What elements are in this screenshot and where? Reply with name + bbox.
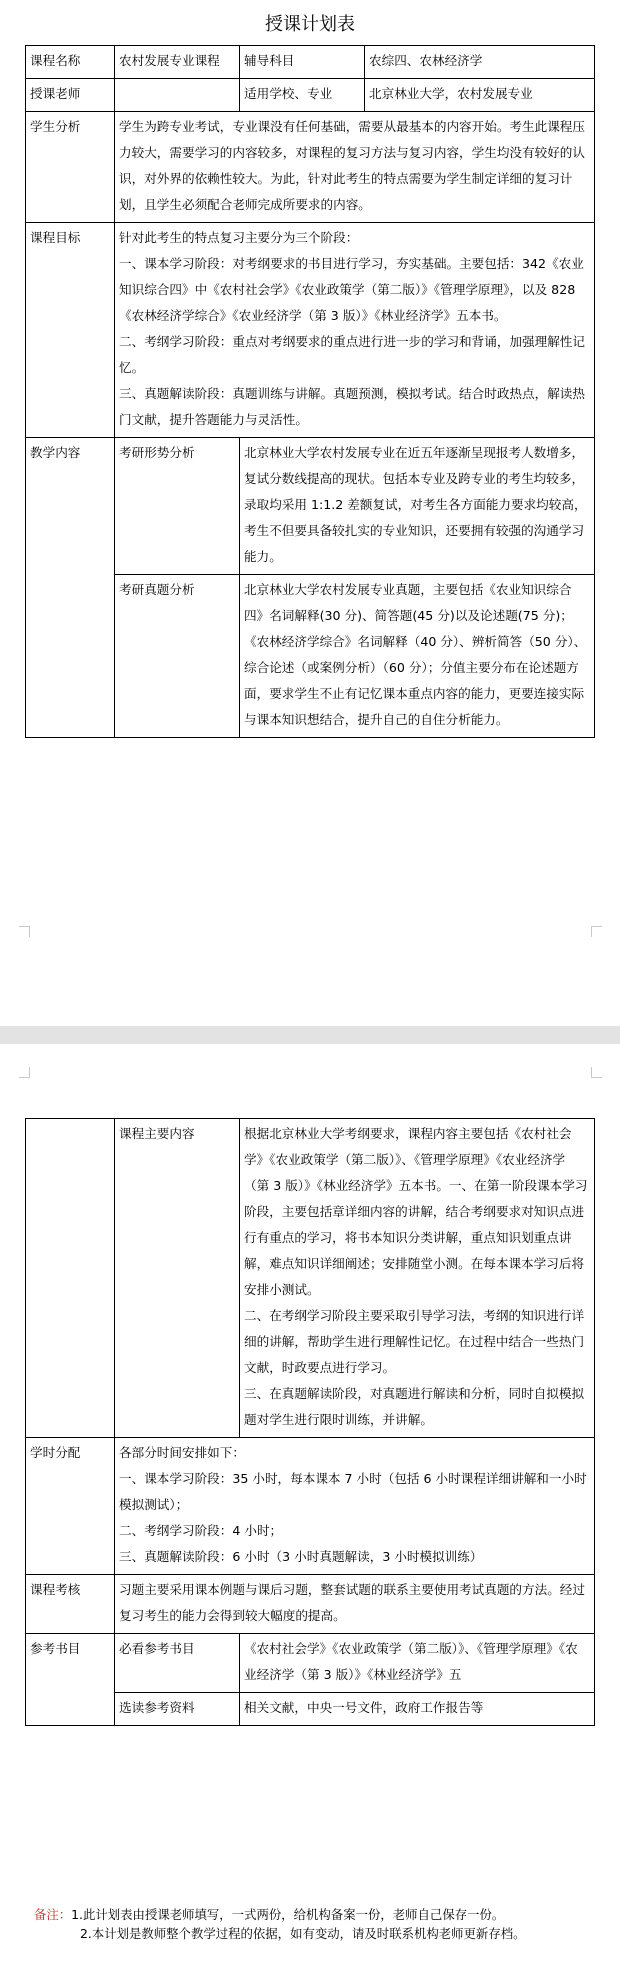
table-row <box>26 1119 595 1438</box>
course-goal-stage-3: 三、真题解读阶段：真题训练与讲解。真题预测，模拟考试。结合时政热点，解读热门文献，提升答题能力与灵活性。 <box>119 386 585 427</box>
schedule-intro: 各部分时间安排如下： <box>119 1445 245 1460</box>
table-row <box>26 223 595 438</box>
optional-reading-text: 相关文献，中央一号文件，政府工作报告等 <box>240 1693 595 1726</box>
schedule-stage-1: 一、课本学习阶段：35 小时，每本课本 7 小时（包括 6 小时课程详细讲解和一小时模拟测试）； <box>119 1471 587 1512</box>
exam-analysis-text: 北京林业大学农村发展专业真题，主要包括《农业知识综合四》名词解释(30 分)、简答题(45 分)以及论述题(75 分)；《农林经济学综合》名词解释（40 分）、辨析简答（50 分）、综合论述（或案例分析）（60 分）；分值主要分布在论述题方面，要求学生不止有记忆课本重点内容的能力，更要连接实际与课本知识想结合，提升自己的自住分析能力。 <box>240 575 595 738</box>
trend-analysis-label: 考研形势分析 <box>115 438 240 575</box>
document-page-1 <box>0 0 620 936</box>
table-row <box>26 46 595 79</box>
course-goal-intro: 针对此考生的特点复习主要分为三个阶段： <box>119 230 359 245</box>
subject-label: 辅导科目 <box>240 46 365 79</box>
schedule-stage-2: 二、考纲学习阶段：4 小时； <box>119 1523 283 1538</box>
table-row <box>26 438 595 575</box>
remark-text-1: 1.此计划表由授课老师填写，一式两份，给机构备案一份，老师自己保存一份。 <box>71 1907 505 1922</box>
student-analysis-text: 学生为跨专业考试，专业课没有任何基础，需要从最基本的内容开始。考生此课程压力较大，需要学习的内容较多，对课程的复习方法与复习内容，学生均没有较好的认识，对外界的依赖性较大。为此，针对此考生的特点需要为学生制定详细的复习计划，且学生必须配合老师完成所要求的内容。 <box>115 112 595 223</box>
table-row <box>26 1634 595 1693</box>
remark-label: 备注： <box>34 1907 72 1922</box>
trend-analysis-text: 北京林业大学农村发展专业在近五年逐渐呈现报考人数增多，复试分数线提高的现状。包括本专业及跨专业的考生均较多，录取均采用 1:1.2 差额复试，对考生各方面能力要求均较高，考生不但要具备较扎实的专业知识，还要拥有较强的沟通学习能力。 <box>240 438 595 575</box>
remark-line-1 <box>34 1905 604 1924</box>
table-row <box>26 1575 595 1634</box>
course-goal-stage-2: 二、考纲学习阶段：重点对考纲要求的重点进行进一步的学习和背诵，加强理解性记忆。 <box>119 334 585 375</box>
plan-table-page-1 <box>25 45 595 738</box>
course-goal-cell <box>115 223 595 438</box>
assessment-label: 课程考核 <box>26 1575 115 1634</box>
main-content-label: 课程主要内容 <box>115 1119 240 1438</box>
course-name-label: 课程名称 <box>26 46 115 79</box>
margin-mark <box>19 1067 30 1078</box>
schedule-cell <box>115 1438 595 1575</box>
subject-value: 农综四、农林经济学 <box>365 46 595 79</box>
assessment-text: 习题主要采用课本例题与课后习题，整套试题的联系主要使用考试真题的方法。经过复习考生的能力会得到较大幅度的提高。 <box>115 1575 595 1634</box>
table-row <box>26 1438 595 1575</box>
margin-mark <box>591 926 602 937</box>
references-label: 参考书目 <box>26 1634 115 1726</box>
remarks <box>34 1905 604 1943</box>
school-value: 北京林业大学，农村发展专业 <box>365 79 595 112</box>
main-content-para-3: 三、在真题解读阶段，对真题进行解读和分析，同时自拟模拟题对学生进行限时训练，并讲解。 <box>244 1386 585 1427</box>
course-name-value: 农村发展专业课程 <box>115 46 240 79</box>
plan-table-page-2 <box>25 1118 595 1726</box>
teaching-content-label: 教学内容 <box>26 438 115 738</box>
course-goal-label: 课程目标 <box>26 223 115 438</box>
table-row <box>26 79 595 112</box>
table-row <box>26 112 595 223</box>
schedule-stage-3: 三、真题解读阶段：6 小时（3 小时真题解读，3 小时模拟训练） <box>119 1549 483 1564</box>
remark-line-2: 2.本计划是教师整个教学过程的依据，如有变动，请及时联系机构老师更新存档。 <box>80 1926 526 1941</box>
school-label: 适用学校、专业 <box>240 79 365 112</box>
teaching-content-continued <box>26 1119 115 1438</box>
student-analysis-label: 学生分析 <box>26 112 115 223</box>
teacher-label: 授课老师 <box>26 79 115 112</box>
schedule-label: 学时分配 <box>26 1438 115 1575</box>
margin-mark <box>19 926 30 937</box>
teacher-value <box>115 79 240 112</box>
required-books-text: 《农村社会学》《农业政策学（第二版）》、《管理学原理》《农业经济学（第 3 版）》《林业经济学》五 <box>240 1634 595 1693</box>
page-separator <box>0 1026 620 1044</box>
course-goal-stage-1: 一、课本学习阶段：对考纲要求的书目进行学习，夯实基础。主要包括：342《农业知识综合四》中《农村社会学》《农业政策学（第二版）》《管理学原理》，以及 828《农林经济学综合》《农业经济学（第 3 版）》《林业经济学》五本书。 <box>119 256 584 323</box>
required-books-label: 必看参考书目 <box>115 1634 240 1693</box>
optional-reading-label: 选读参考资料 <box>115 1693 240 1726</box>
margin-mark <box>591 1067 602 1078</box>
main-content-cell <box>240 1119 595 1438</box>
main-content-para-1: 根据北京林业大学考纲要求，课程内容主要包括《农村社会学》《农业政策学（第二版）》、《管理学原理》《农业经济学（第 3 版）》《林业经济学》五本书。一、在第一阶段课本学习阶段，主要包括章详细内容的讲解，结合考纲要求对知识点进行有重点的学习，将书本知识分类讲解，重点知识划重点讲解，难点知识详细阐述；安排随堂小测。在每本课本学习后将安排小测试。 <box>244 1126 588 1297</box>
exam-analysis-label: 考研真题分析 <box>115 575 240 738</box>
page-title: 授课计划表 <box>265 14 355 35</box>
main-content-para-2: 二、在考纲学习阶段主要采取引导学习法，考纲的知识进行详细的讲解，帮助学生进行理解性记忆。在过程中结合一些热门文献，时政要点进行学习。 <box>244 1308 585 1375</box>
